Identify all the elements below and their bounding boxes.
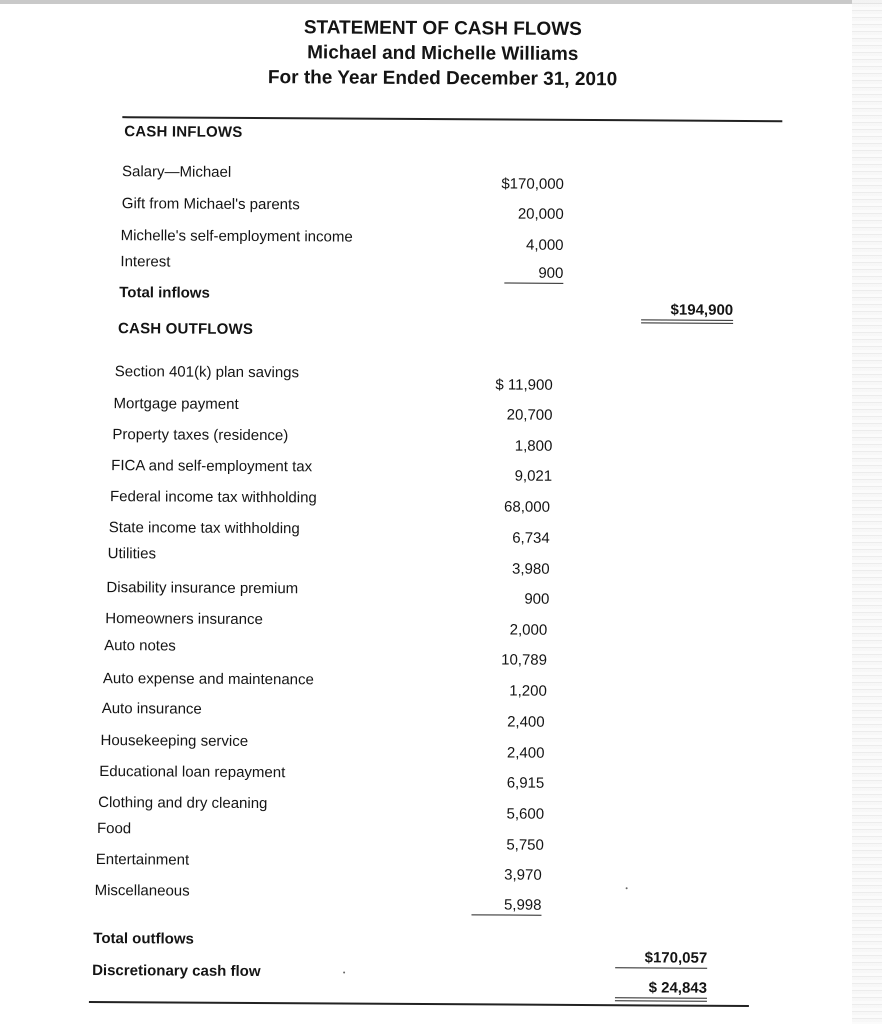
outflow-amount: 10,789 (501, 651, 548, 669)
outflow-amount: 68,000 (504, 498, 551, 516)
outflow-label: Federal income tax withholding (109, 488, 317, 507)
outflow-label: Utilities (107, 545, 157, 563)
outflow-label: State income tax withholding (108, 519, 300, 538)
total-outflows-label: Total outflows (93, 930, 194, 948)
total-inflows-amount: $194,900 (641, 301, 733, 324)
outflow-label: Disability insurance premium (106, 579, 299, 598)
outflow-amount: $ 11,900 (495, 376, 553, 394)
outflow-label: Auto notes (104, 637, 176, 655)
outflow-label: Section 401(k) plan savings (114, 363, 300, 382)
outflow-label: Homeowners insurance (105, 610, 263, 629)
outflow-amount-underlined: 5,998 (471, 896, 541, 915)
outflow-amount: 3,970 (504, 866, 542, 884)
outflow-amount: 5,750 (506, 836, 544, 854)
outflow-label: Housekeeping service (100, 732, 249, 750)
inflow-amount: 4,000 (525, 236, 564, 254)
inflow-amount: $170,000 (501, 175, 564, 193)
outflow-amount: 5,600 (506, 805, 545, 823)
outflow-label: FICA and self-employment tax (111, 457, 313, 476)
outflows-heading: CASH OUTFLOWS (117, 320, 254, 338)
inflow-label: Interest (120, 253, 171, 271)
outflow-amount: 2,000 (509, 621, 548, 639)
outflow-label: Auto expense and maintenance (102, 670, 314, 689)
outflow-amount: 6,734 (512, 529, 550, 547)
outflow-amount: 2,400 (507, 713, 545, 731)
scan-speck (626, 887, 628, 889)
inflow-label: Michelle's self-employment income (120, 227, 353, 246)
statement-title: STATEMENT OF CASH FLOWS (303, 17, 582, 40)
outflow-amount: 3,980 (511, 560, 550, 578)
outflow-label: Miscellaneous (94, 882, 190, 900)
outflow-amount: 9,021 (514, 467, 553, 485)
total-inflows-label: Total inflows (119, 284, 210, 302)
outflow-amount: 20,700 (506, 406, 553, 424)
inflows-heading: CASH INFLOWS (124, 123, 243, 141)
bottom-rule (89, 1001, 749, 1007)
outflow-label: Auto insurance (101, 700, 202, 718)
outflow-label: Clothing and dry cleaning (98, 794, 268, 813)
inflow-amount: 20,000 (517, 205, 564, 223)
statement-period: For the Year Ended December 31, 2010 (267, 67, 618, 91)
outflow-label: Property taxes (residence) (112, 426, 289, 445)
discretionary-amount: $ 24,843 (615, 979, 707, 1002)
total-outflows-amount: $170,057 (615, 949, 707, 969)
outflow-amount: 6,915 (506, 774, 545, 792)
inflow-label: Salary—Michael (121, 163, 232, 181)
statement-names: Michael and Michelle Williams (307, 42, 579, 65)
outflow-label: Educational loan repayment (99, 763, 286, 782)
outflow-label: Mortgage payment (113, 395, 239, 413)
top-rule (122, 116, 782, 122)
discretionary-label: Discretionary cash flow (92, 962, 261, 981)
outflow-amount: 2,400 (506, 744, 545, 762)
inflow-amount-underlined: 900 (504, 265, 563, 284)
scan-speck (343, 972, 345, 974)
outflow-amount: 900 (524, 590, 550, 608)
outflow-amount: 1,200 (509, 682, 547, 700)
inflow-label: Gift from Michael's parents (121, 195, 300, 214)
outflow-amount: 1,800 (514, 437, 553, 455)
outflow-label: Food (96, 820, 132, 838)
outflow-label: Entertainment (95, 851, 190, 869)
